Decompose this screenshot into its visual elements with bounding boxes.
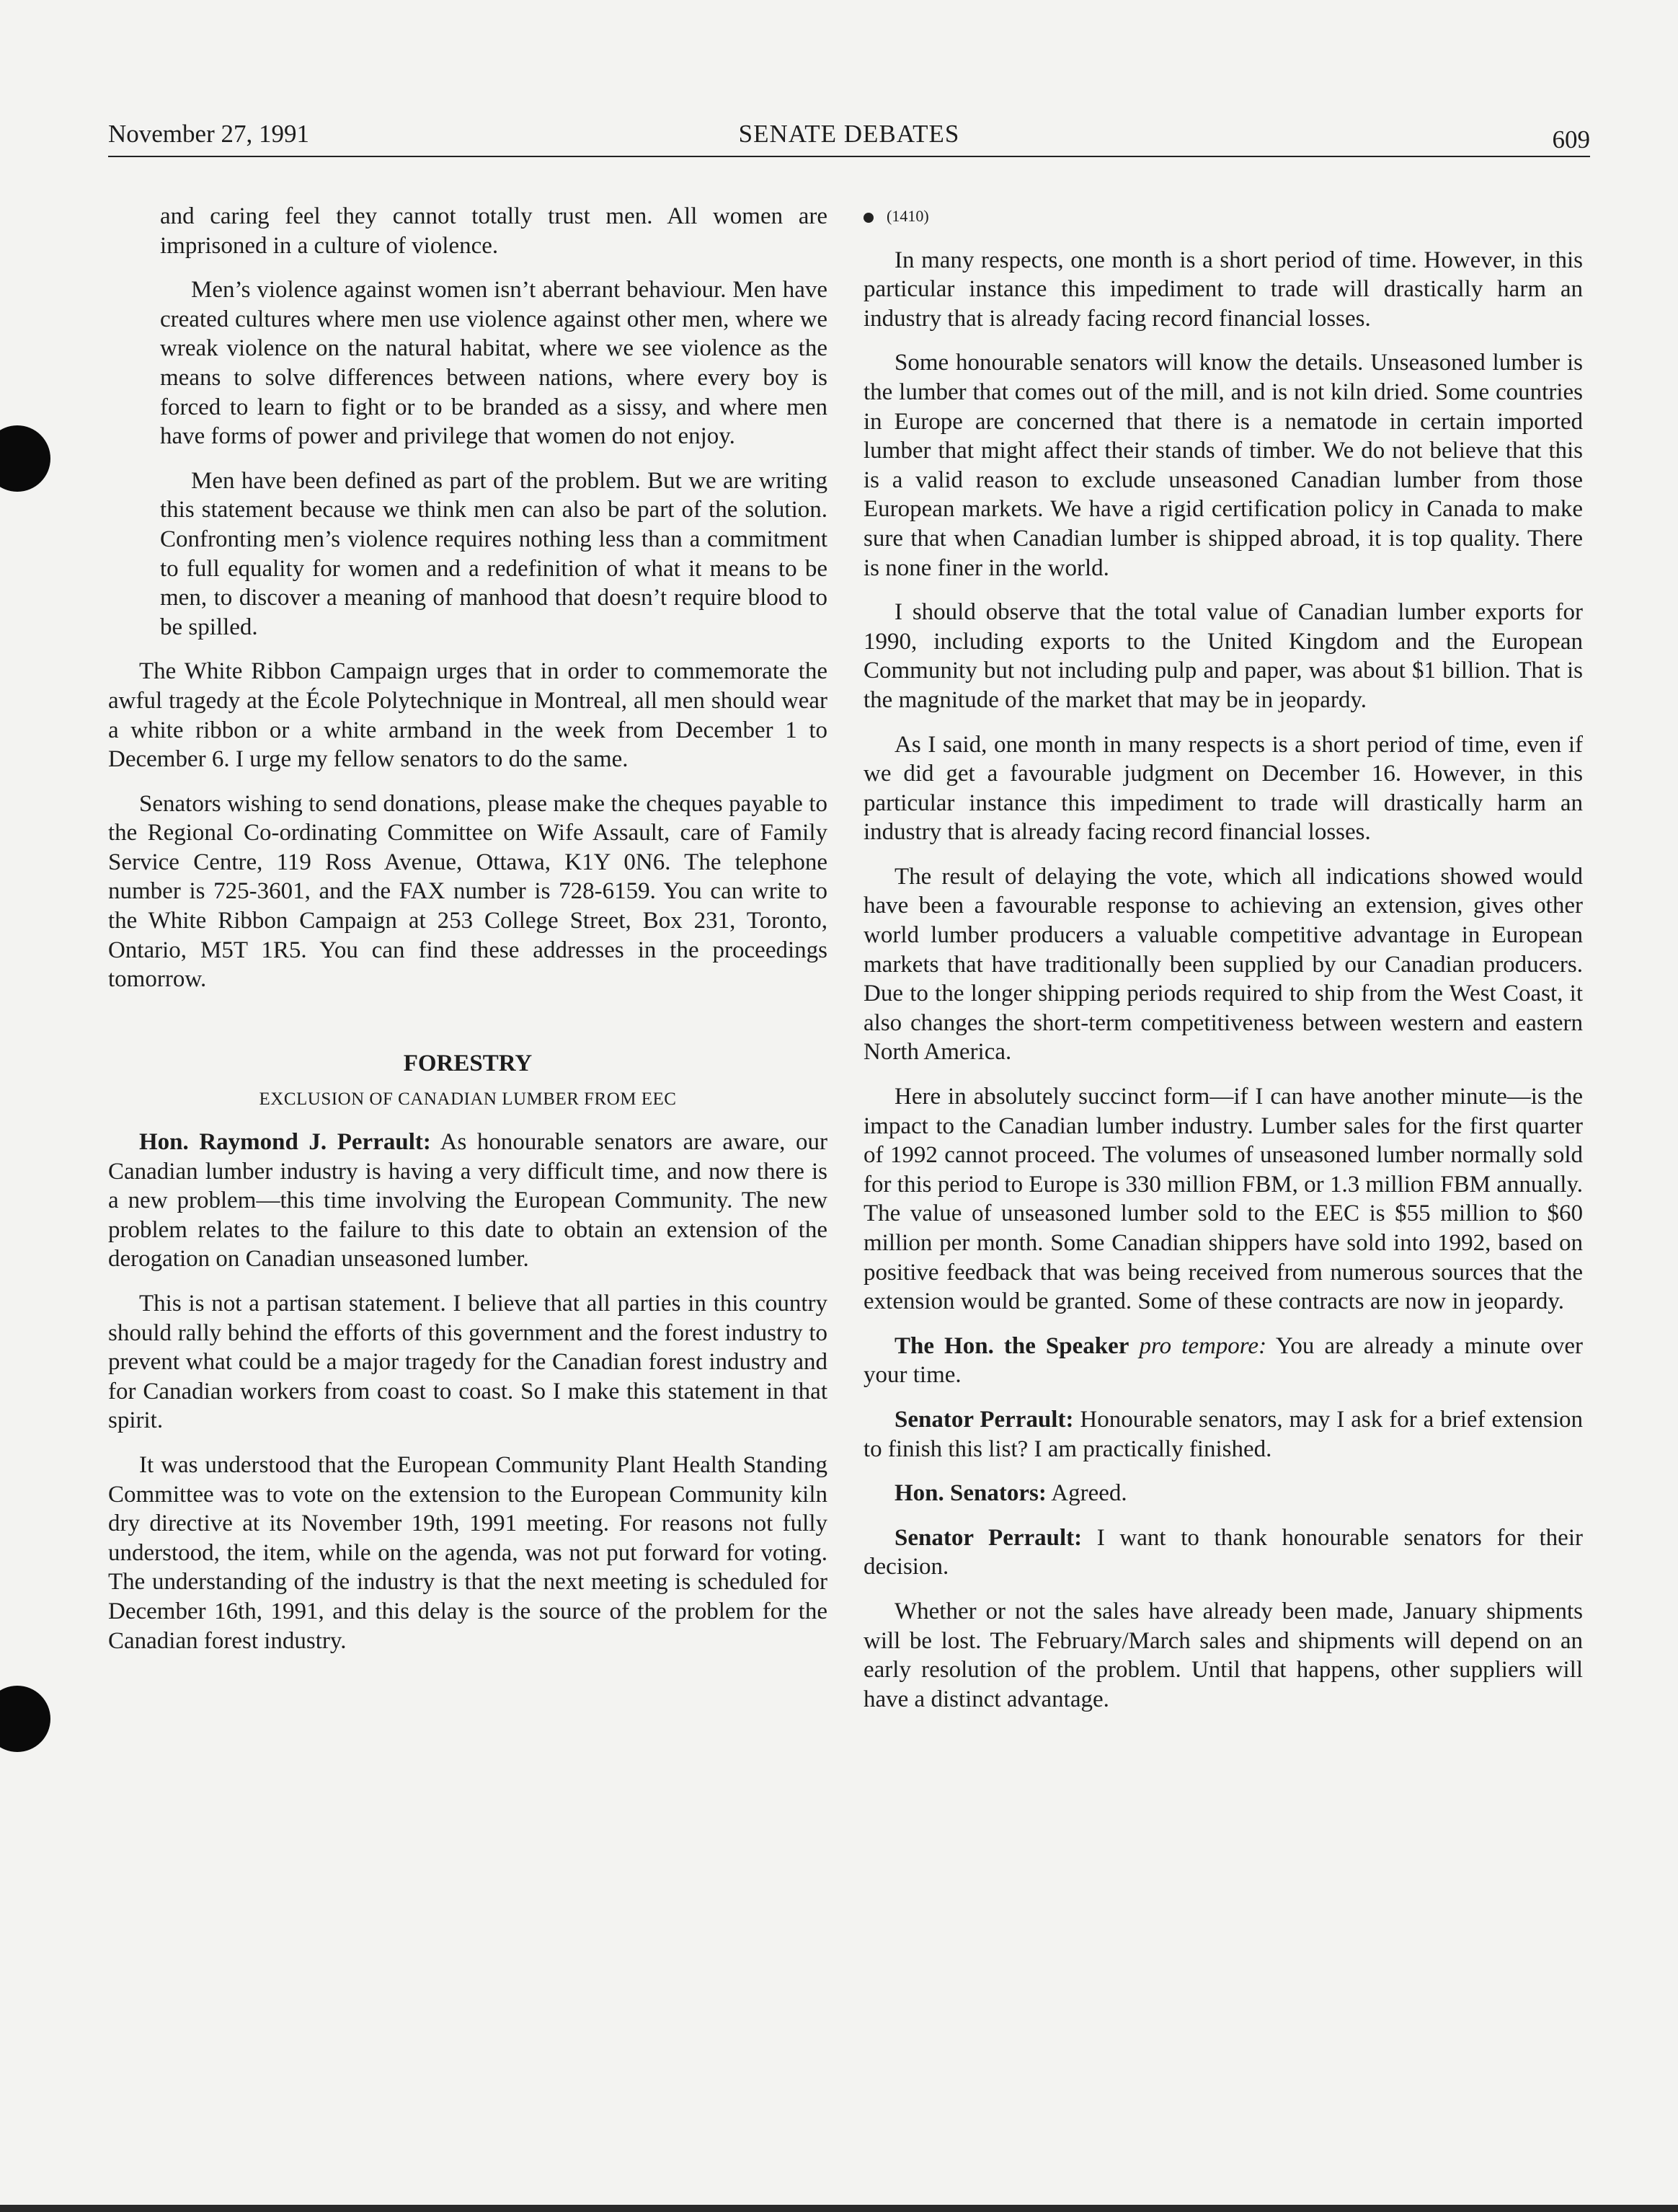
section-heading: FORESTRY bbox=[403, 1050, 533, 1076]
body-paragraph: It was understood that the European Community Plant Health Standing Committee was to vote on the extension to the European Community kiln dry directive at its November 19th, 1991 meeting. For reasons not fully understood, the item, while on the agenda, was not put forward for voting. The understanding of the industry is that the next meeting is scheduled for December 16th, 1991, and this delay is the source of the problem for the Canadian forest industry. bbox=[108, 1451, 827, 1654]
speaker-name: Hon. Senators: bbox=[895, 1480, 1047, 1507]
body-paragraph: I should observe that the total value of Canadian lumber exports for 1990, including exports to the United Kingdom and the European Community but not including pulp and paper, was about $1 billion. That is the magnitude of the market that may be in jeopardy. bbox=[864, 599, 1583, 713]
body-paragraph: The White Ribbon Campaign urges that in order to commemorate the awful tragedy at the École Polytechnique in Montreal, all men should wear a white ribbon or a white armband in the week from December 1 to December 6. I urge my fellow senators to do the same. bbox=[108, 658, 827, 773]
page-header bbox=[108, 115, 1590, 157]
speaker-name: The Hon. the Speaker bbox=[895, 1332, 1129, 1359]
body-paragraph: This is not a partisan statement. I believe that all parties in this country should rally behind the efforts of this government and the forest industry to prevent what could be a major tragedy for the Canadian forest industry and for Canadian workers from coast to coast. So I make this statement in that spirit. bbox=[108, 1291, 827, 1434]
speech-paragraph bbox=[108, 1128, 827, 1274]
page-number: 609 bbox=[1552, 125, 1590, 154]
body-paragraph: Here in absolutely succinct form—if I can have another minute—is the impact to the Canadian lumber industry. Lumber sales for the first quarter of 1992 cannot proceed. The volumes of unseasoned lumber normally sold for this period to Europe is 330 million FBM, or 1.3 million FBM annually. The value of unseasoned lumber sold to the EEC is $55 million to $60 million per month. Some Canadian shippers have sold into 1992, based on positive feedback that was being received from numerous sources that the extension would be granted. Some of these contracts are now in jeopardy. bbox=[864, 1084, 1583, 1315]
timestamp-text: (1410) bbox=[887, 207, 929, 225]
scan-edge bbox=[0, 2205, 1678, 2212]
body-paragraph: The result of delaying the vote, which all indications showed would have been a favourable response to achieving an extension, gives other world lumber producers a valuable competitive advantage in European markets that have traditionally been supplied by our Canadian producers. Due to the longer shipping periods required to ship from the West Coast, it also changes the short-term competitiveness between western and eastern North America. bbox=[864, 863, 1583, 1066]
body-paragraph: As I said, one month in many respects is a short period of time, even if we did get a favourable judgment on December 16. However, in this particular instance this impediment to trade will drastically harm an industry that is already facing record financial losses. bbox=[864, 731, 1583, 846]
punch-hole bbox=[0, 425, 50, 492]
punch-hole bbox=[0, 1686, 50, 1752]
header-title: SENATE DEBATES bbox=[738, 120, 960, 148]
speaker-name: Senator Perrault: bbox=[895, 1406, 1074, 1433]
body-paragraph: Whether or not the sales have already been made, January shipments will be lost. The February/March sales and shipments will depend on an early resolution of the problem. Until that happens, other suppliers will have a distinct advantage. bbox=[864, 1598, 1583, 1712]
quote-paragraph: and caring feel they cannot totally trust men. All women are imprisoned in a culture of violence. bbox=[160, 203, 827, 259]
section-subheading: EXCLUSION OF CANADIAN LUMBER FROM EEC bbox=[259, 1089, 677, 1110]
quote-paragraph: Men have been defined as part of the problem. But we are writing this statement because we think men can also be part of the solution. Confronting men’s violence requires nothing less than a commitment to full equality for women and a redefinition of what it means to be men, to discover a meaning of manhood that doesn’t require blood to be spilled. bbox=[160, 467, 827, 640]
quote-paragraph: Men’s violence against women isn’t aberrant behaviour. Men have created cultures where men use violence against other men, where we wreak violence on the natural habitat, where we see violence as the means to solve differences between nations, where every boy is forced to learn to fight or to be branded as a sissy, and where men have forms of power and privilege that women do not enjoy. bbox=[160, 277, 827, 450]
speech-paragraph bbox=[864, 1523, 1583, 1582]
speaker-name: Senator Perrault: bbox=[895, 1524, 1083, 1551]
bullet-icon bbox=[864, 213, 874, 223]
left-column bbox=[108, 202, 827, 1671]
speech-text: Agreed. bbox=[1046, 1480, 1127, 1507]
right-column bbox=[864, 202, 1583, 1729]
speech-text: I want to thank honourable senators for their decision. bbox=[864, 1524, 1583, 1580]
speaker-qualifier: pro tempore: bbox=[1129, 1332, 1267, 1359]
body-paragraph: Senators wishing to send donations, please make the cheques payable to the Regional Co-ordinating Committee on Wife Assault, care of Family Service Centre, 119 Ross Avenue, Ottawa, K1Y 0N6. The telephone number is 725-3601, and the FAX number is 728-6159. You can write to the White Ribbon Campaign at 253 College Street, Box 231, Toronto, Ontario, M5T 1R5. You can find these addresses in the proceedings tomorrow. bbox=[108, 790, 827, 993]
speech-paragraph bbox=[864, 1405, 1583, 1464]
speech-text: You are already a minute over your time. bbox=[864, 1332, 1583, 1389]
speaker-name: Hon. Raymond J. Perrault: bbox=[139, 1129, 431, 1156]
timestamp-marker bbox=[864, 202, 1583, 231]
speech-text: As honourable senators are aware, our Canadian lumber industry is having a very difficult time, and now there is a new problem—this time involving the European Community. The new problem relates to the failure to this date to obtain an extension of the derogation on Canadian unseasoned lumber. bbox=[108, 1129, 827, 1273]
speech-paragraph bbox=[864, 1479, 1583, 1508]
header-date: November 27, 1991 bbox=[108, 120, 309, 148]
body-paragraph: Some honourable senators will know the details. Unseasoned lumber is the lumber that comes out of the mill, and is not kiln dried. Some countries in Europe are concerned that there is a nematode in certain imported lumber that might affect their stands of timber. We do not believe that this is a valid reason to exclude unseasoned Canadian lumber from those European markets. We have a rigid certification policy in Canada to make sure that when Canadian lumber is shipped abroad, it is top quality. There is none finer in the world. bbox=[864, 350, 1583, 581]
quoted-statement bbox=[108, 202, 827, 642]
speech-text: Honourable senators, may I ask for a brief extension to finish this list? I am practically finished. bbox=[864, 1406, 1584, 1462]
speech-paragraph bbox=[864, 1332, 1583, 1390]
body-paragraph: In many respects, one month is a short period of time. However, in this particular instance this impediment to trade will drastically harm an industry that is already facing record financial losses. bbox=[864, 247, 1583, 332]
